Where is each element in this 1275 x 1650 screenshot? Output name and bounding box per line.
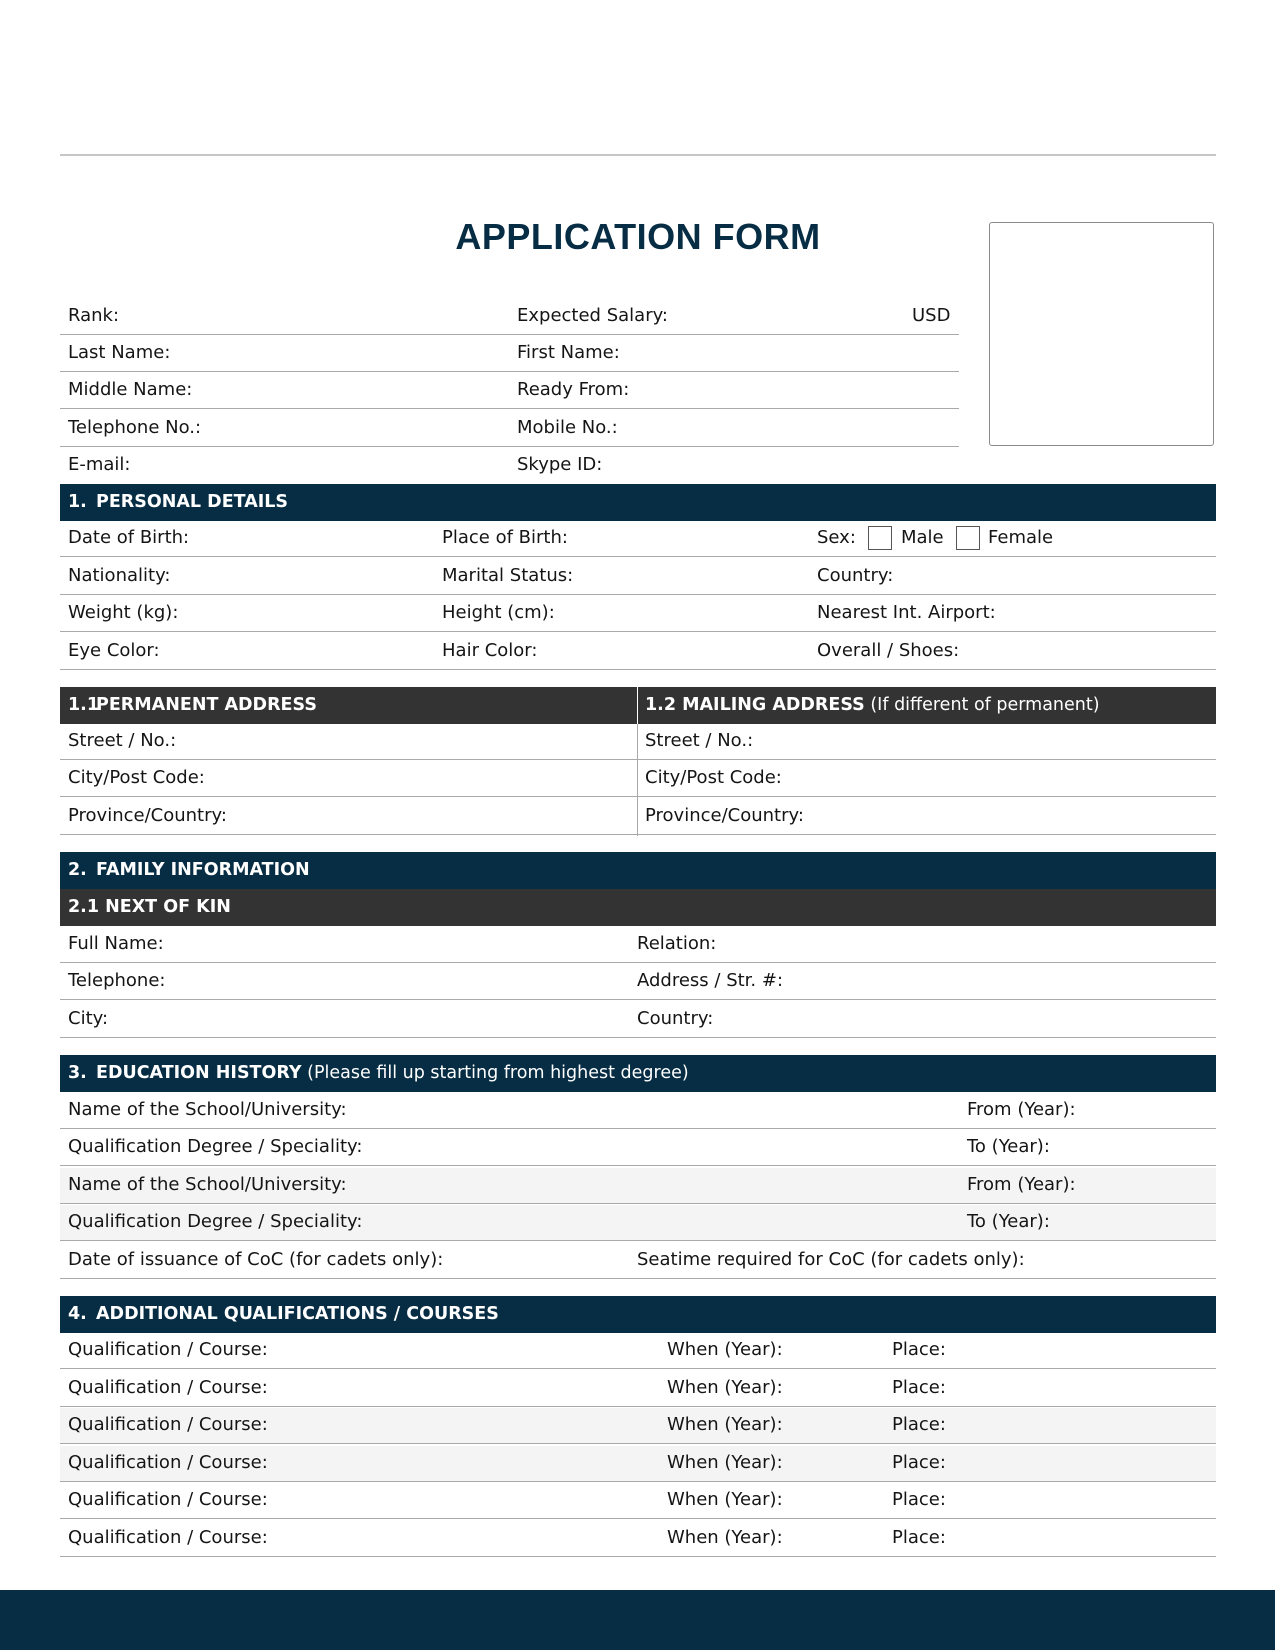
field-label: To (Year): [967, 1211, 1050, 1232]
field-label: Qualification / Course: [68, 1377, 268, 1398]
section-title: PERSONAL DETAILS [96, 492, 289, 512]
currency-label: USD [912, 305, 951, 326]
field-label: E-mail: [68, 454, 131, 475]
field-label: Province/Country: [68, 805, 227, 826]
address-column-divider [637, 724, 638, 836]
section-personal-header [60, 484, 1216, 521]
field-label: Address / Str. #: [637, 970, 784, 991]
section-family-header [60, 852, 1216, 889]
field-label: When (Year): [667, 1377, 783, 1398]
section-title: FAMILY INFORMATION [96, 860, 310, 880]
section-title: EDUCATION HISTORY [96, 1063, 302, 1083]
field-label: City/Post Code: [645, 767, 782, 788]
field-label: Place: [892, 1414, 946, 1435]
course-row[interactable] [60, 1521, 1216, 1557]
family-row[interactable] [60, 1002, 1216, 1038]
field-label: When (Year): [667, 1452, 783, 1473]
section-title: 1.2 MAILING ADDRESS [645, 695, 865, 715]
section-kin-header [60, 889, 1216, 926]
section-note: (Please fill up starting from highest degree) [307, 1063, 689, 1083]
section-number: 1. [68, 492, 87, 512]
field-label: Place: [892, 1527, 946, 1548]
address-row[interactable] [60, 724, 1216, 760]
field-label: Place: [892, 1489, 946, 1510]
field-label: Height (cm): [442, 602, 555, 623]
field-label: Country: [637, 1008, 714, 1029]
header-row[interactable] [60, 448, 959, 484]
personal-row[interactable] [60, 596, 1216, 632]
field-label: Weight (kg): [68, 602, 179, 623]
field-label: Street / No.: [645, 730, 754, 751]
course-row[interactable] [60, 1483, 1216, 1519]
checkbox-label: Female [988, 527, 1054, 548]
education-row[interactable] [60, 1168, 1216, 1204]
footer-band [0, 1590, 1275, 1650]
field-label: To (Year): [967, 1136, 1050, 1157]
page-title: APPLICATION FORM [455, 216, 821, 257]
header-row[interactable] [60, 373, 959, 409]
field-label: Qualification / Course: [68, 1414, 268, 1435]
field-label: Street / No.: [68, 730, 177, 751]
field-label: Qualification / Course: [68, 1339, 268, 1360]
field-label: City: [68, 1008, 109, 1029]
field-label: Qualification Degree / Speciality: [68, 1136, 363, 1157]
field-label: Sex: [817, 527, 856, 548]
education-row[interactable] [60, 1093, 1216, 1129]
course-row[interactable] [60, 1408, 1216, 1444]
field-label: Place of Birth: [442, 527, 568, 548]
coc-row[interactable] [60, 1243, 1216, 1279]
section-number: 1.1 [68, 695, 100, 715]
field-label: Skype ID: [517, 454, 603, 475]
field-label: Place: [892, 1452, 946, 1473]
header-row[interactable] [60, 411, 959, 447]
field-label: When (Year): [667, 1489, 783, 1510]
field-label: Eye Color: [68, 640, 160, 661]
field-label: Qualification Degree / Speciality: [68, 1211, 363, 1232]
photo-box[interactable] [989, 222, 1214, 446]
section-education-header [60, 1055, 1216, 1092]
field-label: Telephone No.: [68, 417, 202, 438]
personal-row[interactable] [60, 634, 1216, 670]
field-label: Seatime required for CoC (for cadets only): [637, 1249, 1025, 1270]
field-label: Name of the School/University: [68, 1174, 347, 1195]
education-row[interactable] [60, 1130, 1216, 1166]
education-row[interactable] [60, 1205, 1216, 1241]
field-label: Last Name: [68, 342, 171, 363]
section-number: 2. [68, 860, 87, 880]
field-label: Qualification / Course: [68, 1527, 268, 1548]
field-label: Place: [892, 1339, 946, 1360]
field-label: Country: [817, 565, 894, 586]
field-label: Place: [892, 1377, 946, 1398]
field-label: Marital Status: [442, 565, 574, 586]
field-label: Overall / Shoes: [817, 640, 960, 661]
section-title: PERMANENT ADDRESS [96, 695, 317, 715]
section-note: (If different of permanent) [870, 695, 1100, 715]
field-label: Mobile No.: [517, 417, 618, 438]
field-label: When (Year): [667, 1527, 783, 1548]
field-label: Date of issuance of CoC (for cadets only): [68, 1249, 444, 1270]
header-row[interactable] [60, 299, 959, 335]
course-row[interactable] [60, 1333, 1216, 1369]
section-additional-header [60, 1296, 1216, 1333]
field-label: Qualification / Course: [68, 1489, 268, 1510]
field-label: Telephone: [68, 970, 166, 991]
field-label: Ready From: [517, 379, 630, 400]
field-label: Date of Birth: [68, 527, 190, 548]
male-checkbox[interactable] [868, 526, 892, 550]
course-row[interactable] [60, 1371, 1216, 1407]
section-title: ADDITIONAL QUALIFICATIONS / COURSES [96, 1304, 499, 1324]
field-label: Qualification / Course: [68, 1452, 268, 1473]
address-row[interactable] [60, 799, 1216, 835]
section-number: 4. [68, 1304, 87, 1324]
field-label: Rank: [68, 305, 120, 326]
header-row[interactable] [60, 336, 959, 372]
course-row[interactable] [60, 1446, 1216, 1482]
field-label: Nearest Int. Airport: [817, 602, 996, 623]
field-label: City/Post Code: [68, 767, 205, 788]
field-label: Hair Color: [442, 640, 538, 661]
address-row[interactable] [60, 761, 1216, 797]
section-number: 3. [68, 1063, 87, 1083]
family-row[interactable] [60, 927, 1216, 963]
field-label: Nationality: [68, 565, 171, 586]
section-title: 2.1 NEXT OF KIN [68, 897, 231, 917]
personal-row[interactable] [60, 521, 1216, 557]
field-label: Full Name: [68, 933, 164, 954]
field-label: When (Year): [667, 1339, 783, 1360]
family-row[interactable] [60, 964, 1216, 1000]
field-label: Name of the School/University: [68, 1099, 347, 1120]
field-label: From (Year): [967, 1174, 1076, 1195]
section-address-header [60, 687, 1216, 724]
female-checkbox[interactable] [956, 526, 980, 550]
field-label: Middle Name: [68, 379, 193, 400]
field-label: From (Year): [967, 1099, 1076, 1120]
field-label: When (Year): [667, 1414, 783, 1435]
field-label: Expected Salary: [517, 305, 668, 326]
checkbox-label: Male [901, 527, 944, 548]
field-label: Province/Country: [645, 805, 804, 826]
personal-row[interactable] [60, 559, 1216, 595]
field-label: Relation: [637, 933, 717, 954]
field-label: First Name: [517, 342, 620, 363]
top-divider [60, 154, 1216, 156]
